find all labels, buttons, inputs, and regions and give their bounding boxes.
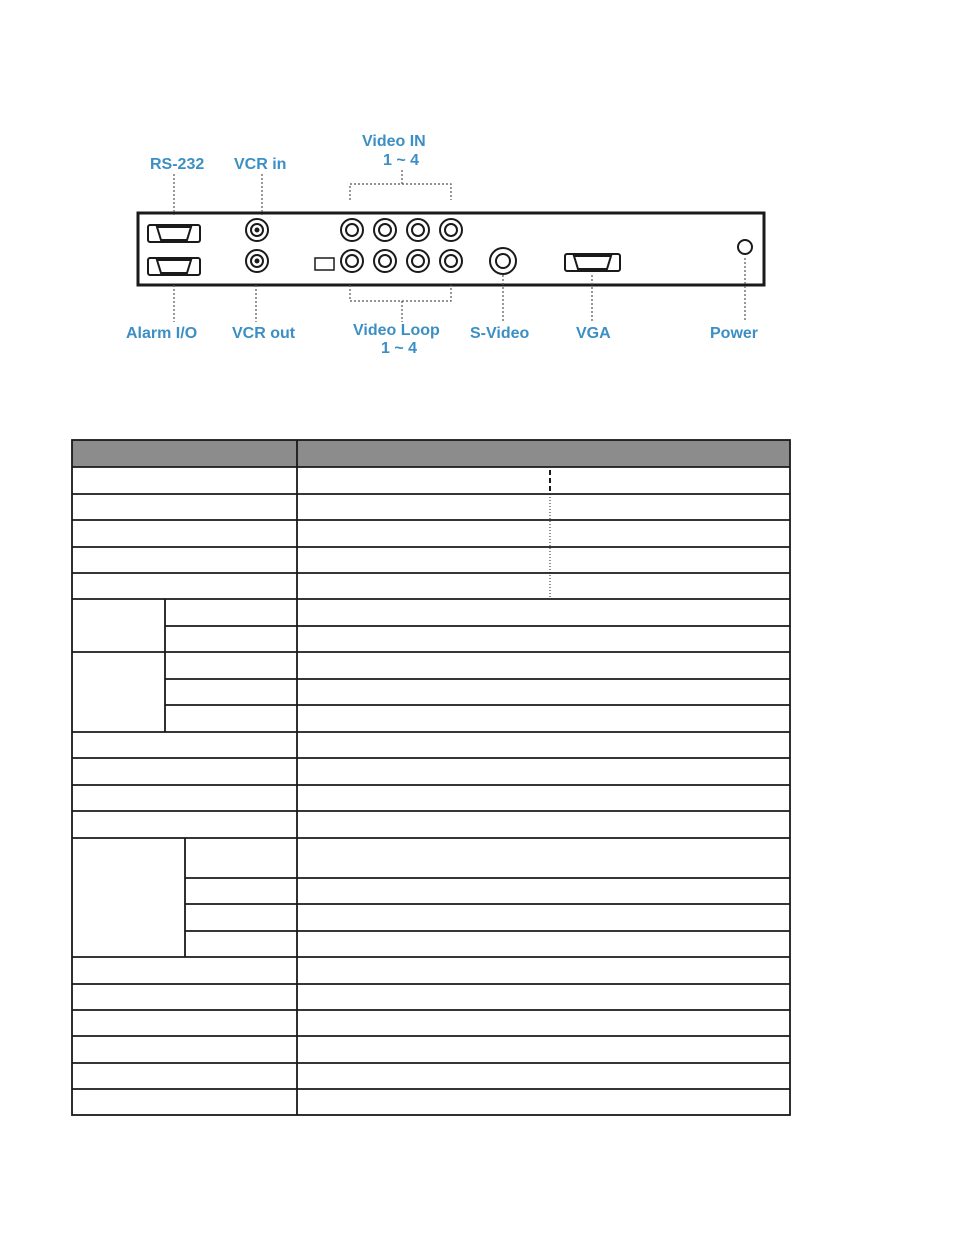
label-vga: VGA [576, 325, 611, 342]
label-video-in-range: 1 ~ 4 [383, 152, 420, 169]
spec-table-grid [72, 440, 790, 1115]
label-video-loop-range: 1 ~ 4 [381, 340, 418, 357]
spec-table-header [72, 440, 790, 467]
label-rs232: RS-232 [150, 156, 205, 173]
label-vcr-in: VCR in [234, 156, 287, 173]
label-vcr-out: VCR out [232, 325, 296, 342]
label-power: Power [710, 325, 759, 342]
label-video-in: Video IN [362, 133, 426, 150]
label-alarm-io: Alarm I/O [126, 325, 198, 342]
label-s-video: S-Video [470, 325, 530, 342]
label-video-loop: Video Loop [353, 322, 440, 339]
